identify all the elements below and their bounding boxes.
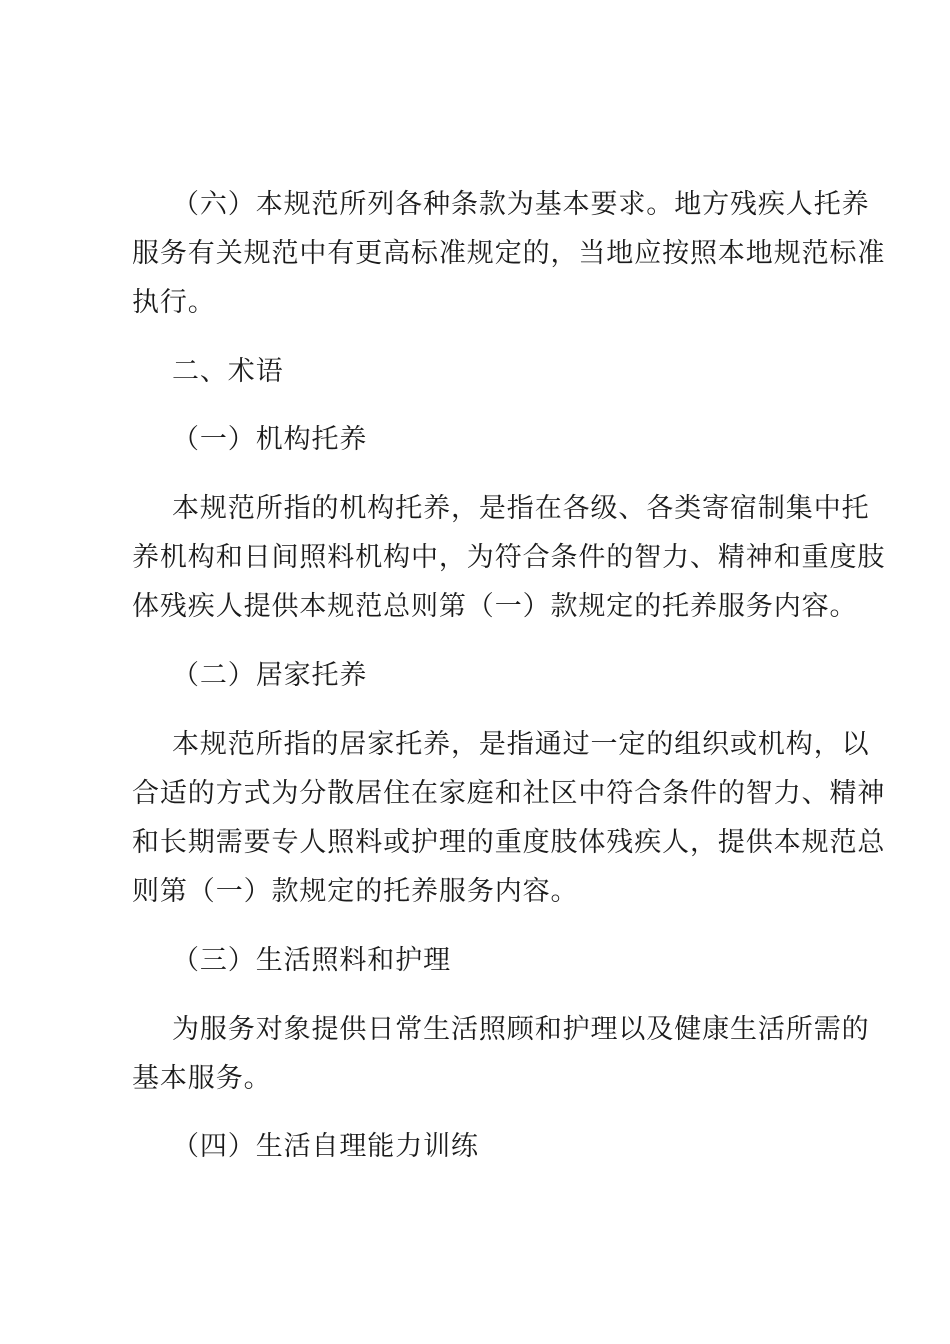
- daily-care-body-line-2: 基本服务。: [132, 1063, 272, 1094]
- subsection-title-home-care: （二）居家托养: [172, 660, 368, 691]
- home-care-body-line-1: 本规范所指的居家托养，是指通过一定的组织或机构，以: [172, 729, 870, 760]
- paragraph-six-line-2: 服务有关规范中有更高标准规定的，当地应按照本地规范标准: [132, 238, 886, 269]
- home-care-body-line-3: 和长期需要专人照料或护理的重度肢体残疾人，提供本规范总: [132, 827, 886, 858]
- subsection-title-institutional-care: （一）机构托养: [172, 424, 368, 455]
- home-care-body-line-4: 则第（一）款规定的托养服务内容。: [132, 876, 579, 907]
- institutional-care-body-line-2: 养机构和日间照料机构中，为符合条件的智力、精神和重度肢: [132, 542, 886, 573]
- home-care-body-line-2: 合适的方式为分散居住在家庭和社区中符合条件的智力、精神: [132, 778, 886, 809]
- section-heading-terms: 二、术语: [172, 356, 284, 387]
- paragraph-six-line-3: 执行。: [132, 287, 216, 318]
- institutional-care-body-line-1: 本规范所指的机构托养，是指在各级、各类寄宿制集中托: [172, 493, 870, 524]
- institutional-care-body-line-3: 体残疾人提供本规范总则第（一）款规定的托养服务内容。: [132, 591, 858, 622]
- paragraph-six-line-1: （六）本规范所列各种条款为基本要求。地方残疾人托养: [172, 189, 870, 220]
- subsection-title-daily-care: （三）生活照料和护理: [172, 945, 451, 976]
- daily-care-body-line-1: 为服务对象提供日常生活照顾和护理以及健康生活所需的: [172, 1014, 870, 1045]
- subsection-title-self-care-training: （四）生活自理能力训练: [172, 1131, 479, 1162]
